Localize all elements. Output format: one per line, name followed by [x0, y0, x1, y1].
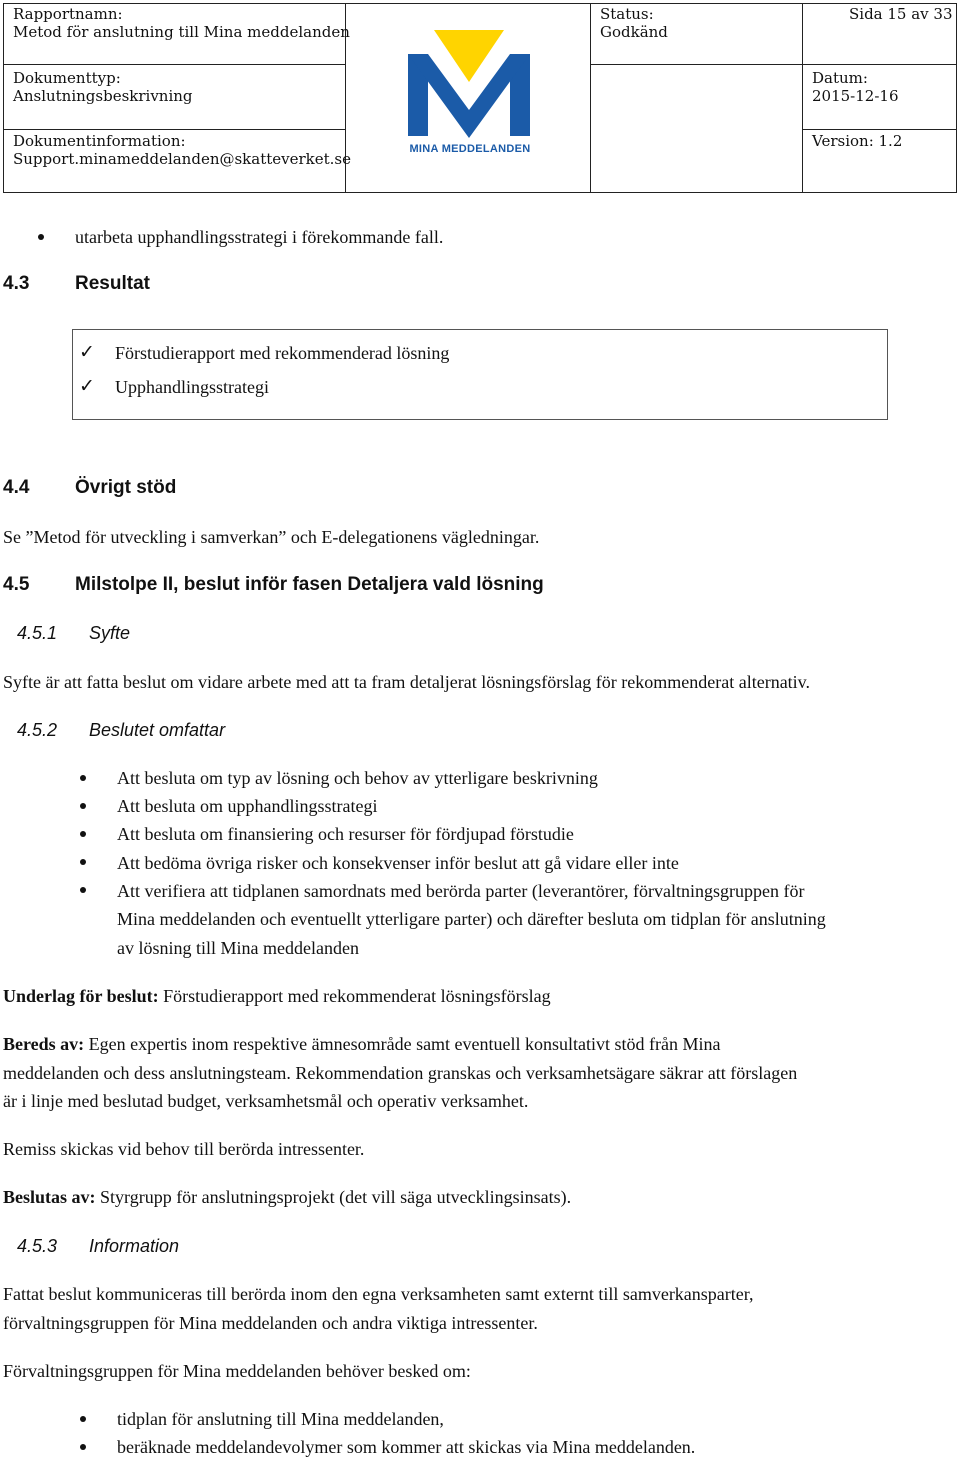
list-item: beräknade meddelandevolymer som kommer att skickas via Mina meddelanden.	[117, 1437, 696, 1457]
section-heading-milstolpe: Milstolpe II, beslut inför fasen Detaljera vald lösning	[75, 574, 544, 595]
header-divider	[590, 4, 591, 192]
beslutas-paragraph	[3, 1186, 571, 1208]
doc-type-label: Dokumenttyp:	[13, 69, 121, 87]
bullet-icon	[80, 859, 86, 865]
underlag-text: Förstudierapport med rekommenderat lösningsförslag	[158, 986, 551, 1006]
logo-text: MINA MEDDELANDEN	[409, 143, 531, 155]
header-divider	[4, 64, 345, 65]
status-value: Godkänd	[600, 23, 668, 41]
bullet-icon	[80, 1444, 86, 1450]
list-item-continuation: av lösning till Mina meddelanden	[117, 938, 359, 958]
list-item: Att bedöma övriga risker och konsekvenser inför beslut att gå vidare eller inte	[117, 853, 679, 873]
header-divider	[802, 129, 956, 130]
list-item: tidplan för anslutning till Mina meddelanden,	[117, 1409, 444, 1429]
paragraph-line: Fattat beslut kommuniceras till berörda inom den egna verksamheten samt externt till samverkansparter,	[3, 1284, 754, 1304]
list-item: Att besluta om upphandlingsstrategi	[117, 796, 378, 816]
subsection-number: 4.5.2	[17, 720, 58, 740]
subsection-number: 4.5.1	[17, 623, 58, 643]
check-icon: ✓	[79, 341, 95, 363]
paragraph-line: är i linje med beslutad budget, verksamhetsmål och operativ verksamhet.	[3, 1091, 529, 1111]
bereds-label: Bereds av:	[3, 1034, 85, 1054]
page-number: Sida 15 av 33	[849, 5, 953, 23]
subsection-heading-beslutet: Beslutet omfattar	[89, 720, 226, 740]
list-item: Att verifiera att tidplanen samordnats med berörda parter (leverantörer, förvaltningsgruppen för	[117, 881, 805, 901]
underlag-paragraph	[3, 985, 551, 1007]
date-label: Datum:	[812, 69, 868, 87]
header-divider	[590, 64, 956, 65]
doc-info: Support.minameddelanden@skatteverket.se	[13, 150, 352, 168]
check-icon: ✓	[79, 375, 95, 397]
status-label: Status:	[600, 5, 654, 23]
header-divider	[802, 4, 803, 192]
beslutas-label: Beslutas av:	[3, 1187, 96, 1207]
paragraph-line: förvaltningsgruppen för Mina meddelanden och andra viktiga intressenter.	[3, 1313, 538, 1333]
section-heading-resultat: Resultat	[75, 273, 150, 294]
subsection-heading-syfte: Syfte	[89, 623, 131, 643]
report-name: Metod för anslutning till Mina meddelanden	[13, 23, 350, 41]
subsection-heading-information: Information	[89, 1236, 180, 1256]
bereds-paragraph	[3, 1033, 721, 1055]
section-number: 4.3	[3, 273, 30, 294]
doc-type: Anslutningsbeskrivning	[13, 87, 193, 105]
top-bullet-text: utarbeta upphandlingsstrategi i förekommande fall.	[75, 227, 444, 247]
result-item: Upphandlingsstrategi	[115, 377, 269, 397]
bullet-icon	[80, 1416, 86, 1422]
bullet-icon	[80, 831, 86, 837]
paragraph: Förvaltningsgruppen för Mina meddelanden behöver besked om:	[3, 1361, 471, 1381]
subsection-number: 4.5.3	[17, 1236, 58, 1256]
beslutas-text: Styrgrupp för anslutningsprojekt (det vill säga utvecklingsinsats).	[95, 1187, 572, 1207]
doc-info-label: Dokumentinformation:	[13, 132, 186, 150]
bullet-icon	[80, 887, 86, 893]
list-item: Att besluta om finansiering och resurser för fördjupad förstudie	[117, 824, 574, 844]
bereds-text: Egen expertis inom respektive ämnesområde samt eventuell konsultativt stöd från Mina	[84, 1034, 721, 1054]
section-number: 4.5	[3, 574, 30, 595]
paragraph: Se ”Metod för utveckling i samverkan” och E-delegationens vägledningar.	[3, 527, 540, 547]
list-item: Att besluta om typ av lösning och behov av ytterligare beskrivning	[117, 768, 598, 788]
result-item: Förstudierapport med rekommenderad lösning	[115, 343, 450, 363]
bullet-icon	[80, 775, 86, 781]
paragraph-line: meddelanden och dess anslutningsteam. Rekommendation granskas och verksamhetsägare säkrar att förslagen	[3, 1063, 798, 1083]
section-number: 4.4	[3, 477, 30, 498]
bullet-icon	[80, 803, 86, 809]
version: Version: 1.2	[812, 132, 903, 150]
date-value: 2015-12-16	[812, 87, 899, 105]
list-item-continuation: Mina meddelanden och eventuellt ytterligare parter) och därefter besluta om tidplan för anslutning	[117, 909, 826, 929]
bullet-icon	[38, 234, 44, 240]
header-divider	[4, 129, 345, 130]
mina-meddelanden-logo	[408, 30, 530, 158]
paragraph: Syfte är att fatta beslut om vidare arbete med att ta fram detaljerat lösningsförslag för rekommenderat alternativ.	[3, 672, 811, 692]
paragraph: Remiss skickas vid behov till berörda intressenter.	[3, 1139, 365, 1159]
section-heading-ovrigt-stod: Övrigt stöd	[75, 477, 177, 498]
report-name-label: Rapportnamn:	[13, 5, 123, 23]
underlag-label: Underlag för beslut:	[3, 986, 159, 1006]
